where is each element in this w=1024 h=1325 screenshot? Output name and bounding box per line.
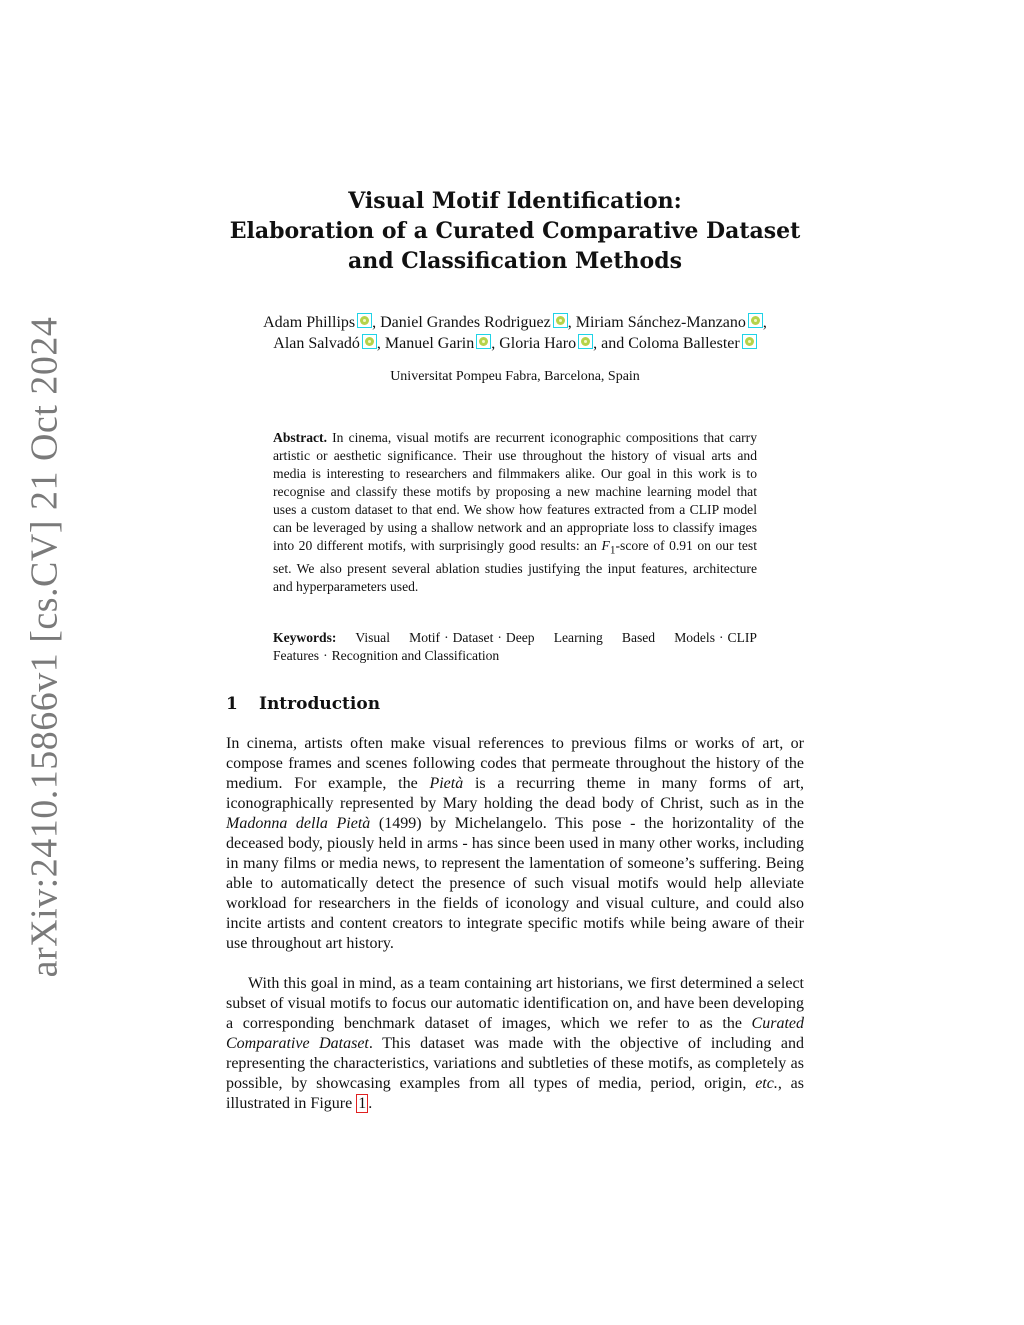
paragraph-text: .: [368, 1095, 373, 1112]
author: [576, 314, 763, 331]
keyword: Deep Learning Based Models: [505, 630, 715, 645]
title-line: and Classification Methods: [348, 248, 682, 274]
author-separator: ,: [376, 335, 381, 352]
orcid-icon[interactable]: [362, 334, 377, 349]
f1-symbol: F: [601, 538, 610, 553]
author-name: Manuel Garin: [384, 335, 475, 352]
title-line: Visual Motif Identification:: [348, 188, 682, 214]
arxiv-identifier: [23, 316, 66, 978]
keyword: Dataset: [452, 630, 494, 645]
author-name: Gloria Haro: [499, 335, 577, 352]
keyword-separator: ·: [323, 648, 328, 663]
author-separator: ,: [593, 335, 598, 352]
section-heading: [226, 694, 380, 714]
paragraph-text: With this goal in mind, as a team containing art historians, we first determined a select subset of visual motifs to focus our automatic identification on, and have been developing a corresponding benchmark dataset of images, which we refer to as the: [226, 975, 804, 1032]
section-title: Introduction: [259, 694, 381, 714]
author-separator: ,: [491, 335, 496, 352]
keyword-separator: ·: [719, 630, 724, 645]
intro-paragraph-1: [226, 734, 804, 954]
emphasis: Pietà: [429, 775, 464, 792]
author-separator: ,: [567, 314, 572, 331]
abstract-text-continued: -score of 0.91 on our test set. We also present several ablation studies justifying the input features, architecture and hyperparameters used.: [273, 538, 758, 594]
author-name: Miriam Sánchez-Manzano: [575, 314, 746, 331]
keyword: Recognition and Classification: [331, 648, 500, 663]
keywords: [273, 629, 757, 665]
author-name: Alan Salvadó: [273, 335, 360, 352]
author: [385, 335, 491, 352]
paper-title: [180, 186, 850, 276]
keyword-separator: ·: [444, 630, 449, 645]
section-number: 1: [226, 694, 238, 714]
author: [499, 335, 593, 352]
paragraph-text: is a recurring theme in many forms of art, iconographically represented by Mary holding the dead body of Christ, such as in the: [226, 775, 805, 812]
abstract-text: In cinema, visual motifs are recurrent iconographic compositions that carry artistic or aesthetic significance. Their use throughout the history of visual arts and media is interesting to researchers and filmmakers alike. Our goal in this work is to recognise and classify these motifs by proposing a new machine learning model that uses a custom dataset to that end. We show how features extracted from a CLIP model can be leveraged by using a shallow network and an appropriate loss to classify images into 20 different motifs, with surprisingly good results: an: [273, 430, 757, 553]
orcid-icon[interactable]: [357, 313, 372, 328]
author: [273, 335, 377, 352]
author-name: Adam Phillips: [263, 314, 356, 331]
keyword: CLIP Features: [273, 630, 757, 663]
title-line: Elaboration of a Curated Comparative Dataset: [229, 218, 801, 244]
orcid-icon[interactable]: [578, 334, 593, 349]
author-name: Coloma Ballester: [628, 335, 740, 352]
figure-reference-link[interactable]: 1: [358, 1095, 367, 1112]
author-separator: and: [601, 335, 625, 352]
paragraph-text: . This dataset was made with the objective of including and representing the characteristics, variations and subtleties of these motifs, as completely as possible, by showcasing examples from all types of media, period, origin,: [226, 1035, 804, 1092]
orcid-icon[interactable]: [553, 313, 568, 328]
author-separator: ,: [762, 314, 767, 331]
f1-subscript: 1: [609, 544, 616, 557]
author: [628, 335, 757, 352]
orcid-icon[interactable]: [748, 313, 763, 328]
author-separator: ,: [372, 314, 377, 331]
keywords-label: Keywords:: [273, 630, 337, 645]
orcid-icon[interactable]: [742, 334, 757, 349]
author: [380, 314, 568, 331]
affiliation: Universitat Pompeu Fabra, Barcelona, Spain: [390, 369, 640, 384]
emphasis: Curated Comparative Dataset: [226, 1015, 804, 1052]
orcid-icon[interactable]: [476, 334, 491, 349]
emphasis: Madonna della Pietà: [226, 815, 371, 832]
paragraph-text: In cinema, artists often make visual references to previous films or works of art, or compose frames and scenes following codes that permeate throughout the history of the medium. For example, the: [226, 735, 804, 792]
paragraph-text: (1499) by Michelangelo. This pose - the horizontality of the deceased body, piously held in arms - has since been used in many other works, including in many films or media news, to represent the lamentation of someone’s suffering. Being able to automatically detect the presence of such visual motifs would help alleviate workload for researchers in the fields of iconology and visual culture, and could also incite artists and content creators to integrate specific motifs while being aware of their use throughout art history.: [226, 815, 804, 952]
abstract-label: Abstract.: [273, 430, 327, 445]
keyword: Visual Motif: [355, 630, 441, 645]
abstract: [273, 429, 757, 596]
author: [263, 314, 372, 331]
intro-paragraph-2: [226, 974, 804, 1114]
author-line-2: [180, 333, 850, 354]
author-name: Daniel Grandes Rodriguez: [380, 314, 551, 331]
arxiv-identifier-text: arXiv:2410.15866v1 [cs.CV] 21 Oct 2024: [23, 316, 66, 978]
author-list: [180, 312, 850, 354]
keyword-separator: ·: [497, 630, 502, 645]
author-line-1: [180, 312, 850, 333]
paragraph-text: , as illustrated in Figure: [226, 1075, 805, 1112]
emphasis: etc.: [755, 1075, 778, 1092]
